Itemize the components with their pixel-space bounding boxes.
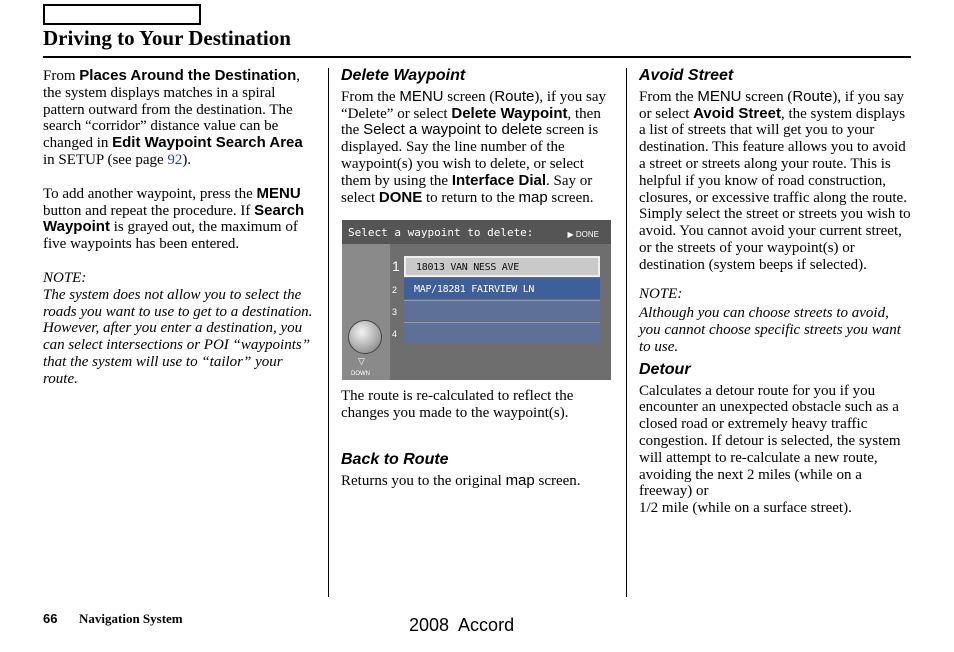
vehicle-model: 2008 Accord: [409, 615, 515, 635]
interface-dial-icon: [348, 320, 382, 354]
avoid-street-heading: Avoid Street: [639, 67, 734, 84]
waypoint-list: [390, 256, 600, 344]
places-around-paragraph: From Places Around the Destination, the system displays matches in a spiral pattern outward from the destination. The search “corridor” distance value can be changed in Edit Waypoint Search Area in SETUP (see page 92).: [43, 67, 303, 168]
places-around-term: Places Around the Destination: [79, 67, 297, 84]
avoid-street-paragraph: From the MENU screen (Route), if you say or select Avoid Street, the system displays a list of streets that will get you to your destination. This feature allows you to avoid a street or streets along your route. This is helpful if you know of road construction, closures, or excessive traffic along the route. Simply select the street or streets you wish to avoid. You cannot avoid your current street, or the streets of your waypoint(s) or destination (system beeps if selected).: [639, 87, 911, 273]
header-tab-box: [43, 4, 201, 25]
recalc-paragraph: The route is re-calculated to reflect the changes you made to the waypoint(s).: [341, 388, 574, 422]
column-2: [341, 68, 613, 490]
note-body: The system does not allow you to select the roads you want to use to get to a destination. However, after you enter a destination, you can select intersections or POI “waypoints” that the system will use to “tailor” your route.: [43, 286, 313, 387]
detour-paragraph: Calculates a detour route for you if you encounter an unexpected obstacle such as a closed road or extremely heavy traffic congestion. If detour is selected, the system will attempt to re-calculate a new route, avoiding the next 2 miles (while on a freeway) or: [639, 382, 901, 500]
search-waypoint-term: Search Waypoint: [43, 201, 305, 236]
down-label: DOWN: [351, 371, 370, 378]
waypoint-delete-screenshot: [342, 220, 611, 380]
menu-term: MENU: [256, 184, 301, 202]
detour-heading: Detour: [639, 360, 691, 378]
play-icon: ▶: [567, 230, 574, 240]
screen-done-button: ▶ DONE: [567, 230, 599, 240]
page-number: 66: [43, 611, 58, 626]
waypoint-row: 2 MAP/18281 FAIRVIEW LN: [390, 278, 600, 299]
note-heading: NOTE:: [43, 269, 87, 286]
column-divider-2: [626, 68, 627, 597]
note-body: Although you can choose streets to avoid, you cannot choose specific streets you want to use.: [639, 305, 901, 355]
back-to-route-heading: Back to Route: [341, 450, 449, 468]
add-waypoint-paragraph: To add another waypoint, press the MENU button and repeat the procedure. If Search Waypoint is grayed out, the maximum of five waypoints has been entered.: [43, 184, 305, 253]
section-name: Navigation System: [79, 611, 183, 626]
dial-panel: [342, 244, 390, 380]
down-arrow-icon: ▽: [358, 356, 365, 367]
delete-waypoint-paragraph: From the MENU screen (Route), if you say “Delete” or select Delete Waypoint, then the Select a waypoint to delete screen is displayed. Say the line number of the waypoint(s) you wish to delete, or select them by using the Interface Dial. Say or select DONE to return to the map screen.: [341, 87, 607, 206]
waypoint-row: 3: [390, 300, 600, 321]
waypoint-row: 4: [390, 322, 600, 343]
screen-title: Select a waypoint to delete:: [348, 226, 534, 240]
delete-waypoint-heading: Delete Waypoint: [341, 67, 466, 84]
edit-waypoint-term: Edit Waypoint Search Area: [112, 134, 303, 152]
page-92-link[interactable]: 92: [167, 151, 183, 168]
column-3: [639, 68, 911, 517]
back-to-route-paragraph: Returns you to the original map screen.: [341, 471, 581, 489]
column-1: [43, 68, 315, 388]
column-divider-1: [328, 68, 329, 597]
page-title: Driving to Your Destination: [43, 26, 291, 50]
detour-paragraph-end: 1/2 mile (while on a surface street).: [639, 500, 852, 517]
note-heading: NOTE:: [639, 285, 683, 302]
waypoint-row-selected: 18013 VAN NESS AVE: [404, 256, 600, 277]
waypoint-row: 1 18013 VAN NESS AVE: [390, 256, 600, 277]
title-divider: [43, 56, 911, 58]
